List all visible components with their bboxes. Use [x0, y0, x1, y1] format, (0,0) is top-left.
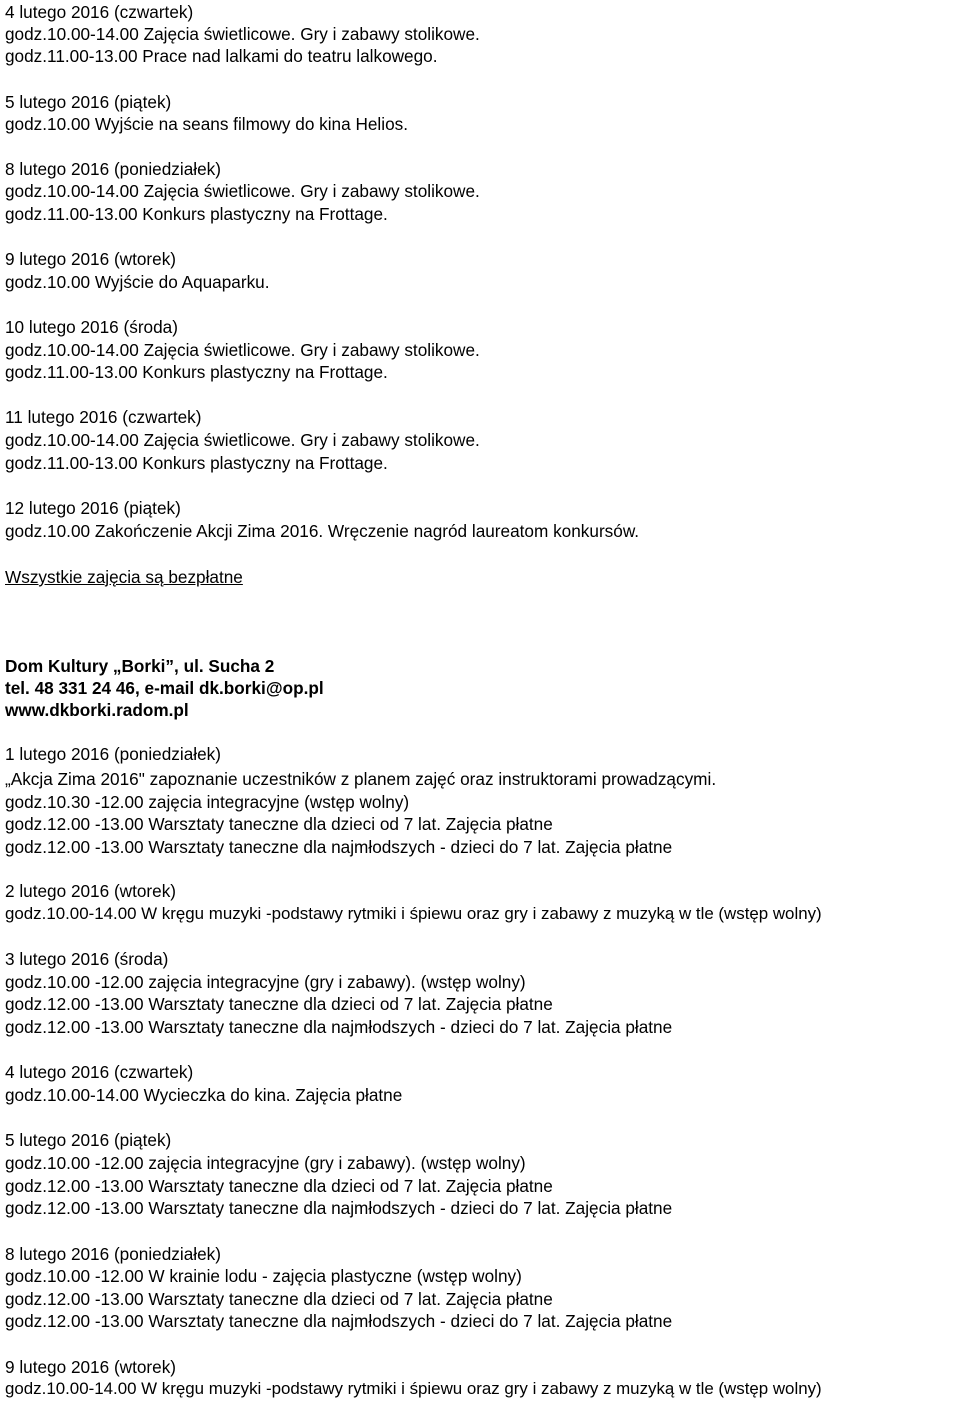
date-heading: 12 lutego 2016 (piątek) — [5, 498, 181, 518]
date-heading: 4 lutego 2016 (czwartek) — [5, 2, 194, 22]
date-heading: 3 lutego 2016 (środa) — [5, 949, 169, 969]
schedule-line: godz.10.00-14.00 Zajęcia świetlicowe. Gry i zabawy stolikowe. — [5, 430, 480, 450]
schedule-line: godz.12.00 -13.00 Warsztaty taneczne dla dzieci od 7 lat. Zajęcia płatne — [5, 814, 553, 834]
schedule-line: godz.12.00 -13.00 Warsztaty taneczne dla najmłodszych - dzieci do 7 lat. Zajęcia płatne — [5, 1017, 673, 1037]
date-heading: 10 lutego 2016 (środa) — [5, 317, 178, 337]
schedule-line: godz.10.00 -12.00 zajęcia integracyjne (gry i zabawy). (wstęp wolny) — [5, 972, 526, 992]
date-heading: 2 lutego 2016 (wtorek) — [5, 881, 177, 901]
schedule-line: godz.11.00-13.00 Konkurs plastyczny na Frottage. — [5, 453, 388, 473]
date-heading: 9 lutego 2016 (wtorek) — [5, 249, 177, 269]
venue-website: www.dkborki.radom.pl — [5, 700, 189, 720]
date-heading: 8 lutego 2016 (poniedziałek) — [5, 1244, 221, 1264]
schedule-line: godz.11.00-13.00 Prace nad lalkami do teatru lalkowego. — [5, 46, 438, 66]
schedule-line: godz.10.00 Zakończenie Akcji Zima 2016. Wręczenie nagród laureatom konkursów. — [5, 521, 640, 541]
venue-name: Dom Kultury „Borki”, ul. Sucha 2 — [5, 656, 275, 676]
date-heading: 5 lutego 2016 (piątek) — [5, 1130, 172, 1150]
schedule-line: godz.12.00 -13.00 Warsztaty taneczne dla dzieci od 7 lat. Zajęcia płatne — [5, 1289, 553, 1309]
date-heading: 11 lutego 2016 (czwartek) — [5, 407, 202, 427]
schedule-line: godz.10.00-14.00 Zajęcia świetlicowe. Gry i zabawy stolikowe. — [5, 24, 480, 44]
schedule-line: godz.12.00 -13.00 Warsztaty taneczne dla najmłodszych - dzieci do 7 lat. Zajęcia płatne — [5, 837, 673, 857]
schedule-line: godz.10.00 Wyjście na seans filmowy do kina Helios. — [5, 114, 408, 134]
schedule-line: godz.10.00-14.00 Wycieczka do kina. Zajęcia płatne — [5, 1085, 403, 1105]
schedule-line: godz.10.00-14.00 W kręgu muzyki -podstawy rytmiki i śpiewu oraz gry i zabawy z muzyką w tle (wstęp wolny) — [5, 904, 822, 923]
schedule-line: godz.10.30 -12.00 zajęcia integracyjne (wstęp wolny) — [5, 792, 410, 812]
schedule-line: godz.12.00 -13.00 Warsztaty taneczne dla najmłodszych - dzieci do 7 lat. Zajęcia płatne — [5, 1311, 673, 1331]
free-classes-note: Wszystkie zajęcia są bezpłatne — [5, 567, 243, 587]
schedule-line: godz.10.00-14.00 Zajęcia świetlicowe. Gry i zabawy stolikowe. — [5, 181, 480, 201]
schedule-line: godz.10.00 -12.00 zajęcia integracyjne (gry i zabawy). (wstęp wolny) — [5, 1153, 526, 1173]
schedule-line: godz.10.00-14.00 Zajęcia świetlicowe. Gry i zabawy stolikowe. — [5, 340, 480, 360]
schedule-line: godz.10.00 Wyjście do Aquaparku. — [5, 272, 270, 292]
schedule-line: godz.12.00 -13.00 Warsztaty taneczne dla dzieci od 7 lat. Zajęcia płatne — [5, 994, 553, 1014]
schedule-line: godz.10.00 -12.00 W krainie lodu - zajęcia plastyczne (wstęp wolny) — [5, 1266, 522, 1286]
schedule-line: godz.11.00-13.00 Konkurs plastyczny na Frottage. — [5, 204, 388, 224]
schedule-line: godz.11.00-13.00 Konkurs plastyczny na Frottage. — [5, 362, 388, 382]
schedule-line: godz.12.00 -13.00 Warsztaty taneczne dla najmłodszych - dzieci do 7 lat. Zajęcia płatne — [5, 1198, 673, 1218]
schedule-line: godz.10.00-14.00 W kręgu muzyki -podstawy rytmiki i śpiewu oraz gry i zabawy z muzyką w tle (wstęp wolny) — [5, 1379, 822, 1398]
date-heading: 4 lutego 2016 (czwartek) — [5, 1062, 194, 1082]
schedule-line: „Akcja Zima 2016" zapoznanie uczestników z planem zajęć oraz instruktorami prowadzącymi. — [5, 769, 717, 789]
venue-contact: tel. 48 331 24 46, e-mail dk.borki@op.pl — [5, 678, 324, 698]
date-heading: 8 lutego 2016 (poniedziałek) — [5, 159, 221, 179]
schedule-line: godz.12.00 -13.00 Warsztaty taneczne dla dzieci od 7 lat. Zajęcia płatne — [5, 1176, 553, 1196]
date-heading: 1 lutego 2016 (poniedziałek) — [5, 744, 221, 764]
date-heading: 9 lutego 2016 (wtorek) — [5, 1357, 177, 1377]
date-heading: 5 lutego 2016 (piątek) — [5, 92, 172, 112]
